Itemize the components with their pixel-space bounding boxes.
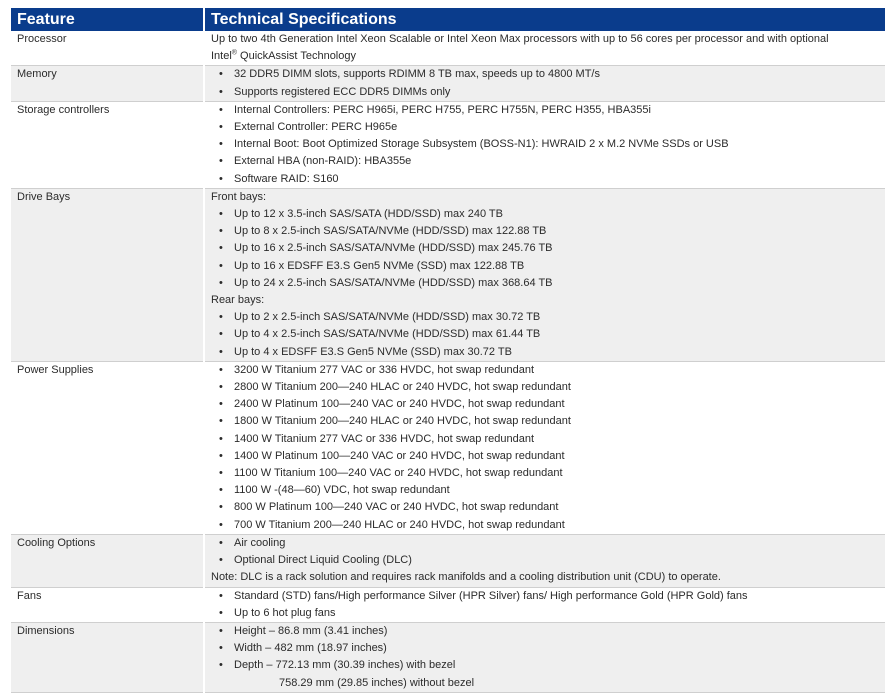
list-item: • 800 W Platinum 100—240 VAC or 240 HVDC, hot swap redundant — [211, 499, 881, 516]
row-memory — [11, 66, 885, 101]
list-item: • 1800 W Titanium 200—240 HLAC or 240 HVDC, hot swap redundant — [211, 413, 881, 430]
row-drive-bays — [11, 188, 885, 361]
bullet-list — [211, 588, 881, 622]
list-item: • Up to 16 x EDSFF E3.S Gen5 NVMe (SSD) max 122.88 TB — [211, 258, 881, 275]
row-cooling — [11, 534, 885, 587]
row-dimensions — [11, 622, 885, 692]
row-fans — [11, 587, 885, 622]
feature-label: Dimensions — [11, 622, 204, 692]
bullet-list — [211, 362, 881, 534]
list-item: • Height – 86.8 mm (3.41 inches) — [211, 623, 881, 640]
registered-mark: ® — [231, 49, 237, 57]
spec-cell — [204, 534, 885, 587]
list-item: • Up to 16 x 2.5-inch SAS/SATA/NVMe (HDD/SSD) max 245.76 TB — [211, 240, 881, 257]
list-item: • 1100 W Titanium 100—240 VAC or 240 HVDC, hot swap redundant — [211, 465, 881, 482]
feature-label: Cooling Options — [11, 534, 204, 587]
list-item: • Up to 4 x 2.5-inch SAS/SATA/NVMe (HDD/SSD) max 61.44 TB — [211, 326, 881, 343]
list-item: • Air cooling — [211, 535, 881, 552]
row-power-supplies — [11, 361, 885, 534]
list-item: • Width – 482 mm (18.97 inches) — [211, 640, 881, 657]
spec-text-line2 — [211, 48, 881, 65]
list-item: • 1100 W -(48—60) VDC, hot swap redundant — [211, 482, 881, 499]
row-processor — [11, 31, 885, 66]
list-item: • 3200 W Titanium 277 VAC or 336 HVDC, hot swap redundant — [211, 362, 881, 379]
bullet-list — [211, 102, 881, 188]
feature-label: Processor — [11, 31, 204, 66]
list-item: • Software RAID: S160 — [211, 171, 881, 188]
spec-cell — [204, 622, 885, 692]
list-item: • Up to 2 x 2.5-inch SAS/SATA/NVMe (HDD/SSD) max 30.72 TB — [211, 309, 881, 326]
list-item: • External HBA (non-RAID): HBA355e — [211, 153, 881, 170]
list-item: • 1400 W Platinum 100—240 VAC or 240 HVDC, hot swap redundant — [211, 448, 881, 465]
bullet-list — [211, 206, 881, 292]
spec-cell — [204, 101, 885, 188]
list-item: • 2800 W Titanium 200—240 HLAC or 240 HVDC, hot swap redundant — [211, 379, 881, 396]
feature-label: Power Supplies — [11, 361, 204, 534]
list-item: • Up to 12 x 3.5-inch SAS/SATA (HDD/SSD) max 240 TB — [211, 206, 881, 223]
list-item: • Up to 6 hot plug fans — [211, 605, 881, 622]
list-item: • Internal Boot: Boot Optimized Storage Subsystem (BOSS-N1): HWRAID 2 x M.2 NVMe SSDs or USB — [211, 136, 881, 153]
spec-text-part: Intel — [211, 50, 232, 63]
specs-header: Technical Specifications — [204, 8, 885, 31]
feature-label: Storage controllers — [11, 101, 204, 188]
list-item: • 700 W Titanium 200—240 HLAC or 240 HVDC, hot swap redundant — [211, 517, 881, 534]
header-row — [11, 8, 885, 31]
feature-label: Fans — [11, 587, 204, 622]
spec-cell — [204, 66, 885, 101]
list-item: • Up to 24 x 2.5-inch SAS/SATA/NVMe (HDD/SSD) max 368.64 TB — [211, 275, 881, 292]
feature-header: Feature — [11, 8, 204, 31]
spec-cell — [204, 31, 885, 66]
list-item: • Optional Direct Liquid Cooling (DLC) — [211, 552, 881, 569]
cooling-note: Note: DLC is a rack solution and requires rack manifolds and a cooling distribution unit (CDU) to operate. — [211, 571, 721, 584]
list-item: • Standard (STD) fans/High performance Silver (HPR Silver) fans/ High performance Gold (HPR Gold) fans — [211, 588, 881, 605]
feature-label: Memory — [11, 66, 204, 101]
spec-cell — [204, 188, 885, 361]
spec-cell — [204, 361, 885, 534]
feature-label: Drive Bays — [11, 188, 204, 361]
bullet-list — [211, 623, 881, 675]
rear-bays-heading: Rear bays: — [211, 294, 265, 307]
list-item: • 32 DDR5 DIMM slots, supports RDIMM 8 TB max, speeds up to 4800 MT/s — [211, 66, 881, 83]
list-item: • Internal Controllers: PERC H965i, PERC H755, PERC H755N, PERC H355, HBA355i — [211, 102, 881, 119]
list-item: • 1400 W Titanium 277 VAC or 336 HVDC, hot swap redundant — [211, 431, 881, 448]
spec-table — [11, 8, 885, 693]
spec-text-part: QuickAssist Technology — [236, 50, 356, 63]
row-storage — [11, 101, 885, 188]
list-item: • Up to 4 x EDSFF E3.S Gen5 NVMe (SSD) max 30.72 TB — [211, 344, 881, 361]
spec-cell — [204, 587, 885, 622]
spec-text: Up to two 4th Generation Intel Xeon Scalable or Intel Xeon Max processors with up to 56 cores per processor and with optional — [211, 33, 829, 45]
list-item: • Depth – 772.13 mm (30.39 inches) with bezel — [211, 657, 881, 674]
list-item: • 2400 W Platinum 100—240 VAC or 240 HVDC, hot swap redundant — [211, 396, 881, 413]
front-bays-heading: Front bays: — [211, 190, 267, 203]
list-item: • Up to 8 x 2.5-inch SAS/SATA/NVMe (HDD/SSD) max 122.88 TB — [211, 223, 881, 240]
bullet-list — [211, 535, 881, 569]
bullet-list — [211, 66, 881, 100]
depth-continuation: 758.29 mm (29.85 inches) without bezel — [279, 676, 475, 689]
list-item: • External Controller: PERC H965e — [211, 119, 881, 136]
list-item: • Supports registered ECC DDR5 DIMMs only — [211, 84, 881, 101]
bullet-list — [211, 309, 881, 361]
